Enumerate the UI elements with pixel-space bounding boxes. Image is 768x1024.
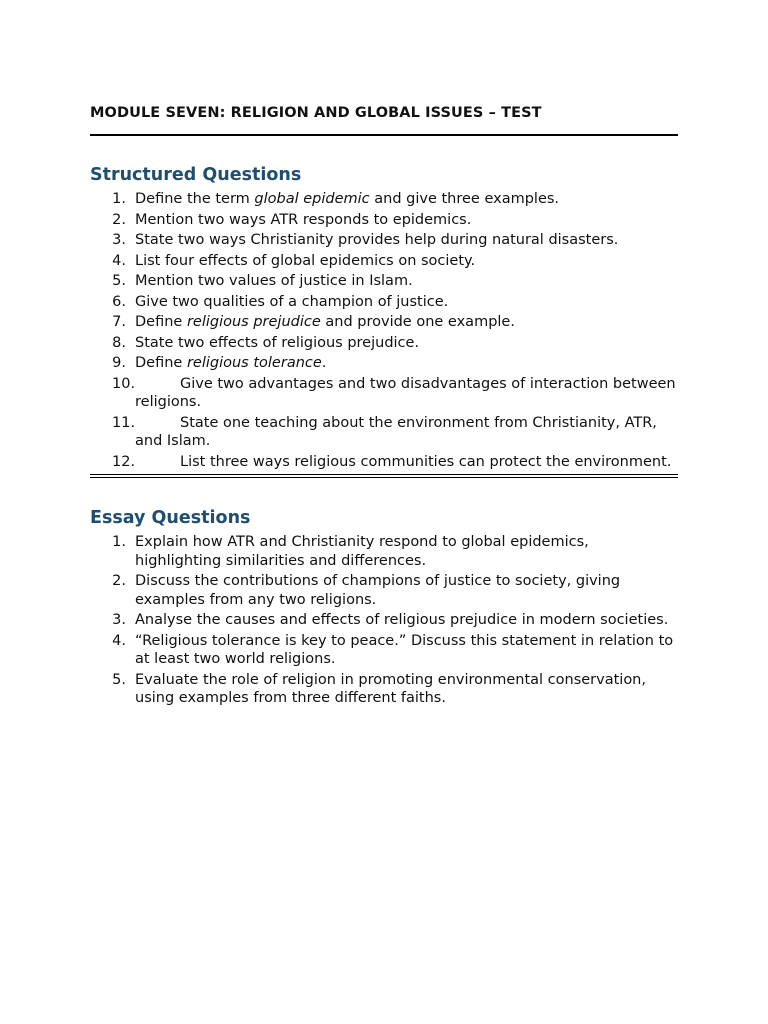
item-number: 3.	[112, 232, 126, 248]
item-text: Define the term	[135, 191, 255, 207]
list-item	[90, 272, 678, 291]
item-number: 12.	[112, 453, 136, 470]
item-number: 5.	[112, 671, 126, 688]
list-item	[90, 334, 678, 353]
list-item	[90, 252, 678, 271]
item-number: 11.	[112, 414, 136, 431]
structured-questions-list	[90, 190, 678, 471]
item-text: State one teaching about the environment from Christianity, ATR, and Islam.	[135, 414, 657, 449]
item-number: 9.	[112, 355, 126, 371]
list-item	[90, 211, 678, 230]
document-page	[90, 104, 678, 708]
item-number: 1.	[112, 191, 126, 207]
list-item	[90, 190, 678, 209]
list-item	[90, 453, 678, 472]
list-item	[90, 572, 678, 609]
essay-questions-list	[90, 533, 678, 708]
item-text: Explain how ATR and Christianity respond to global epidemics, highlighting similarities and differences.	[135, 534, 589, 569]
item-text: Discuss the contributions of champions of justice to society, giving examples from any two religions.	[135, 573, 621, 608]
item-number: 1.	[112, 534, 126, 550]
item-number: 10.	[112, 375, 136, 392]
item-number: 6.	[112, 293, 126, 310]
item-text: .	[321, 355, 327, 371]
item-term: global epidemic	[254, 191, 370, 207]
item-number: 7.	[112, 314, 126, 330]
item-text: Give two qualities of a champion of justice.	[135, 293, 449, 310]
document-title: MODULE SEVEN: RELIGION AND GLOBAL ISSUES – TEST	[90, 104, 678, 136]
item-text: Define	[135, 355, 187, 371]
section-divider	[90, 474, 678, 478]
item-number: 8.	[112, 334, 126, 351]
list-item	[90, 231, 678, 250]
list-item	[90, 611, 678, 630]
item-term: religious prejudice	[186, 314, 321, 330]
item-text: State two ways Christianity provides help during natural disasters.	[135, 232, 619, 248]
list-item	[90, 533, 678, 570]
list-item	[90, 632, 678, 669]
list-item	[90, 354, 678, 373]
item-text: List four effects of global epidemics on society.	[135, 252, 476, 269]
list-item	[90, 293, 678, 312]
item-text: State two effects of religious prejudice.	[135, 334, 420, 351]
item-text: “Religious tolerance is key to peace.” Discuss this statement in relation to at least two world religions.	[135, 632, 674, 667]
item-text: and provide one example.	[320, 314, 515, 330]
item-text: and give three examples.	[369, 191, 560, 207]
item-text: Mention two values of justice in Islam.	[135, 273, 413, 289]
structured-questions-heading: Structured Questions	[90, 165, 302, 185]
item-text: List three ways religious communities can protect the environment.	[180, 453, 672, 470]
item-text: Evaluate the role of religion in promoting environmental conservation, using examples from three different faiths.	[135, 671, 646, 706]
essay-questions-heading: Essay Questions	[90, 508, 251, 528]
list-item	[90, 313, 678, 332]
item-term: religious tolerance	[186, 355, 322, 371]
item-number: 2.	[112, 211, 126, 228]
item-text: Give two advantages and two disadvantages of interaction between religions.	[135, 375, 676, 410]
list-item	[90, 414, 678, 451]
item-text: Analyse the causes and effects of religious prejudice in modern societies.	[135, 612, 669, 628]
item-number: 4.	[112, 252, 126, 269]
item-text: Mention two ways ATR responds to epidemics.	[135, 211, 472, 228]
item-text: Define	[135, 314, 187, 330]
list-item	[90, 671, 678, 708]
list-item	[90, 375, 678, 412]
item-number: 4.	[112, 632, 126, 649]
item-number: 2.	[112, 573, 126, 589]
item-number: 5.	[112, 273, 126, 289]
item-number: 3.	[112, 612, 126, 628]
